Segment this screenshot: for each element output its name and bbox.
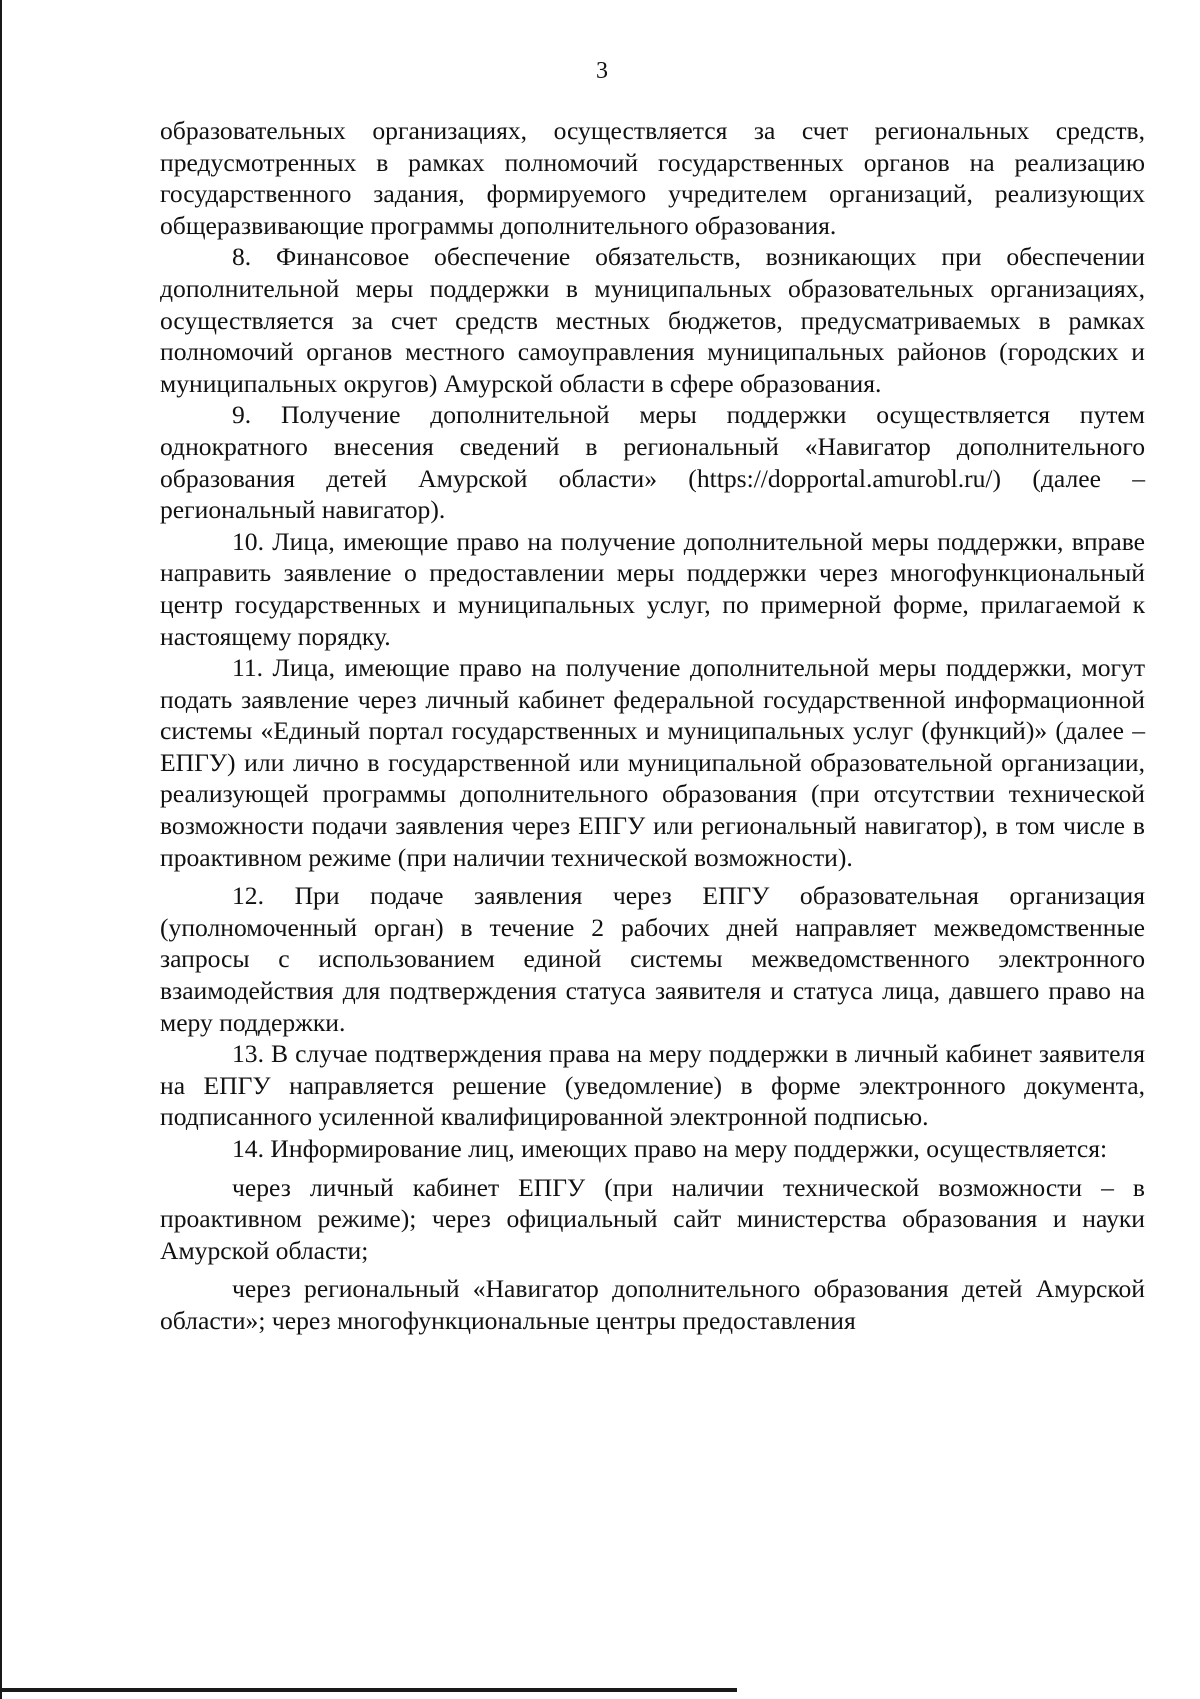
- paragraph-12: 12. При подаче заявления через ЕПГУ образовательная организация (уполномоченный орган) в течение 2 рабочих дней направляет межведомственные запросы с использованием единой системы межведомственного электронного взаимодействия для подтверждения статуса заявителя и статуса лица, давшего право на меру поддержки.: [160, 881, 1145, 1037]
- page-number: 3: [596, 58, 608, 84]
- paragraph-14-item-1: через личный кабинет ЕПГУ (при наличии технической возможности – в проактивном режиме); через официальный сайт министерства образования и науки Амурской области;: [160, 1172, 1145, 1265]
- document-body: [160, 115, 1145, 1337]
- paragraph-13: 13. В случае подтверждения права на меру поддержки в личный кабинет заявителя на ЕПГУ направляется решение (уведомление) в форме электронного документа, подписанного усиленной квалифицированной электронной подписью.: [160, 1039, 1145, 1132]
- scan-edge-line: [2, 1688, 737, 1692]
- paragraph-10: 10. Лица, имеющие право на получение дополнительной меры поддержки, вправе направить заявление о предоставлении меры поддержки через многофункциональный центр государственных и муниципальных услуг, по примерной форме, прилагаемой к настоящему порядку.: [160, 526, 1145, 651]
- paragraph-11: 11. Лица, имеющие право на получение дополнительной меры поддержки, могут подать заявление через личный кабинет федеральной государственной информационной системы «Единый портал государственных и муниципальных услуг (функций)» (далее – ЕПГУ) или лично в государственной или муниципальной образовательной организации, реализующей программы дополнительного образования (при отсутствии технической возможности подачи заявления через ЕПГУ или региональный навигатор), в том числе в проактивном режиме (при наличии технической возможности).: [160, 653, 1145, 872]
- paragraph-14-item-2: через региональный «Навигатор дополнительного образования детей Амурской области»; через многофункциональные центры предоставления: [160, 1274, 1145, 1335]
- paragraph-14: 14. Информирование лиц, имеющих право на меру поддержки, осуществляется:: [232, 1134, 1108, 1163]
- paragraph-continuation: образовательных организациях, осуществляется за счет региональных средств, предусмотренных в рамках полномочий государственных органов на реализацию государственного задания, формируемого учредителем организаций, реализующих общеразвивающие программы дополнительного образования.: [160, 116, 1145, 240]
- paragraph-9: 9. Получение дополнительной меры поддержки осуществляется путем однократного внесения сведений в региональный «Навигатор дополнительного образования детей Амурской области» (https://dopportal.amurobl.ru/) (далее – региональный навигатор).: [160, 400, 1145, 525]
- paragraph-8: 8. Финансовое обеспечение обязательств, возникающих при обеспечении дополнительной меры поддержки в муниципальных образовательных организациях, осуществляется за счет средств местных бюджетов, предусматриваемых в рамках полномочий органов местного самоуправления муниципальных районов (городских и муниципальных округов) Амурской области в сфере образования.: [160, 242, 1145, 398]
